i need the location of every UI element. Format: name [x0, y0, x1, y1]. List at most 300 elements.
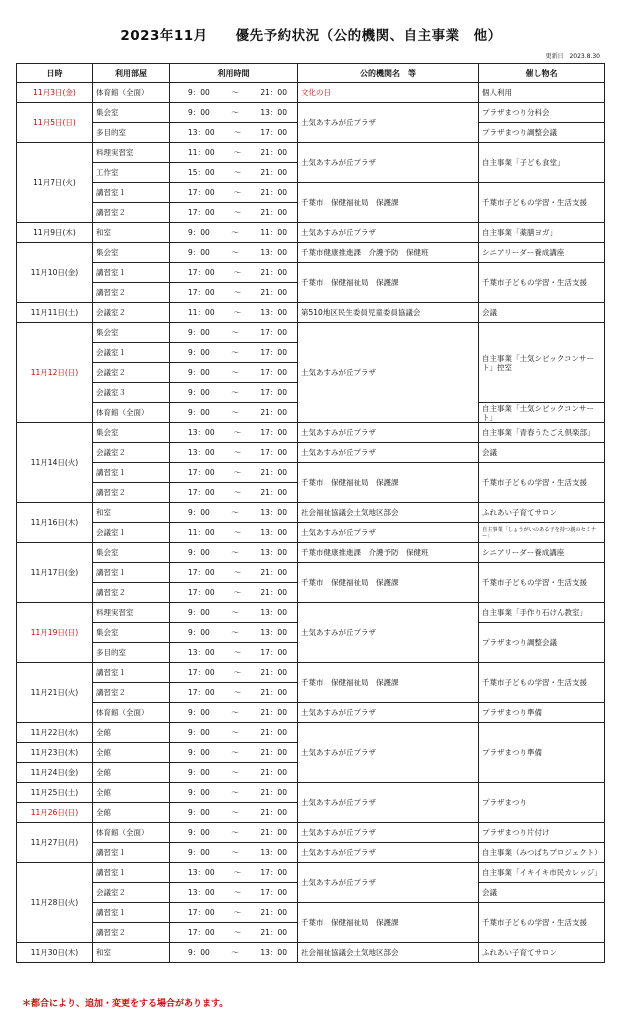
start-time: 9：00 — [188, 508, 210, 517]
end-time: 17：00 — [260, 328, 287, 337]
organization-cell: 土気あすみが丘プラザ — [298, 103, 479, 143]
event-cell: プラザまつり — [479, 783, 605, 823]
tilde: ～ — [233, 188, 242, 197]
event-cell: 会議 — [479, 303, 605, 323]
reservation-table — [16, 63, 605, 963]
room-cell: 講習室２ — [93, 583, 170, 603]
start-time: 9：00 — [188, 628, 210, 637]
date-cell: 11月30日(木) — [17, 943, 93, 963]
end-time: 21：00 — [260, 208, 287, 217]
time-cell — [170, 583, 298, 603]
end-time: 13：00 — [260, 548, 287, 557]
organization-cell: 第510地区民生委員児童委員協議会 — [298, 303, 479, 323]
room-cell: 講習室２ — [93, 483, 170, 503]
time-cell — [170, 203, 298, 223]
date-cell: 11月21日(火) — [17, 663, 93, 723]
tilde: ～ — [233, 668, 242, 677]
tilde: ～ — [231, 228, 239, 237]
start-time: 13：00 — [188, 868, 215, 877]
table-row — [17, 843, 605, 863]
room-cell: 全館 — [93, 743, 170, 763]
end-time: 21：00 — [260, 828, 287, 837]
event-cell: ふれあい子育てサロン — [479, 503, 605, 523]
time-cell — [170, 643, 298, 663]
time-cell — [170, 523, 298, 543]
organization-cell: 土気あすみが丘プラザ — [298, 443, 479, 463]
start-time: 9：00 — [188, 848, 210, 857]
organization-cell: 土気あすみが丘プラザ — [298, 843, 479, 863]
event-cell: 自主事業（みつばちプロジェクト） — [479, 843, 605, 863]
event-cell: 自主事業「手作り石けん教室」 — [479, 603, 605, 623]
organization-cell: 土気あすみが丘プラザ — [298, 863, 479, 903]
table-row — [17, 263, 605, 283]
time-cell — [170, 383, 298, 403]
time-cell — [170, 743, 298, 763]
start-time: 17：00 — [188, 468, 215, 477]
table-body — [17, 83, 605, 963]
end-time: 13：00 — [260, 848, 287, 857]
end-time: 13：00 — [260, 108, 287, 117]
start-time: 9：00 — [188, 788, 210, 797]
header-event: 催し物名 — [479, 64, 605, 83]
room-cell: 体育館（全面） — [93, 83, 170, 103]
tilde: ～ — [233, 648, 242, 657]
room-cell: 講習室１ — [93, 663, 170, 683]
organization-cell: 千葉市 保健福祉局 保護課 — [298, 903, 479, 943]
event-cell: プラザまつり分科会 — [479, 103, 605, 123]
start-time: 17：00 — [188, 288, 215, 297]
start-time: 11：00 — [188, 148, 215, 157]
organization-cell: 土気あすみが丘プラザ — [298, 823, 479, 843]
event-cell: 千葉市子どもの学習・生活支援 — [479, 903, 605, 943]
end-time: 17：00 — [260, 428, 287, 437]
time-cell — [170, 563, 298, 583]
event-cell: 自主事業「青春うたごえ倶楽部」 — [479, 423, 605, 443]
event-cell: 自主事業「土気シビックコンサート」 — [479, 403, 605, 423]
table-row — [17, 143, 605, 163]
tilde: ～ — [233, 688, 242, 697]
time-cell — [170, 223, 298, 243]
end-time: 11：00 — [260, 228, 287, 237]
table-row — [17, 723, 605, 743]
time-cell — [170, 163, 298, 183]
organization-cell: 文化の日 — [298, 83, 479, 103]
start-time: 17：00 — [188, 568, 215, 577]
tilde: ～ — [233, 288, 242, 297]
date-cell: 11月5日(日) — [17, 103, 93, 143]
table-row — [17, 423, 605, 443]
time-cell — [170, 503, 298, 523]
event-cell: 自主事業「イキイキ市民カレッジ」 — [479, 863, 605, 883]
date-cell: 11月14日(火) — [17, 423, 93, 503]
tilde: ～ — [233, 208, 242, 217]
date-cell: 11月24日(金) — [17, 763, 93, 783]
end-time: 17：00 — [260, 368, 287, 377]
end-time: 21：00 — [260, 708, 287, 717]
tilde: ～ — [233, 588, 242, 597]
event-cell: プラザまつり片付け — [479, 823, 605, 843]
start-time: 13：00 — [188, 648, 215, 657]
time-cell — [170, 763, 298, 783]
organization-cell: 千葉市 保健福祉局 保護課 — [298, 463, 479, 503]
time-cell — [170, 823, 298, 843]
table-row — [17, 523, 605, 543]
tilde: ～ — [231, 808, 239, 817]
start-time: 17：00 — [188, 928, 215, 937]
event-cell: シニアリーダー養成講座 — [479, 543, 605, 563]
event-cell: プラザまつり調整会議 — [479, 123, 605, 143]
page-title: 2023年11月 優先予約状況（公的機関、自主事業 他） — [120, 28, 502, 44]
end-time: 21：00 — [260, 488, 287, 497]
room-cell: 多目的室 — [93, 643, 170, 663]
organization-cell: 土気あすみが丘プラザ — [298, 323, 479, 423]
time-cell — [170, 143, 298, 163]
header-date: 日時 — [17, 64, 93, 83]
time-cell — [170, 663, 298, 683]
end-time: 21：00 — [260, 728, 287, 737]
event-cell: 会議 — [479, 883, 605, 903]
room-cell: 工作室 — [93, 163, 170, 183]
time-cell — [170, 343, 298, 363]
time-cell — [170, 603, 298, 623]
start-time: 17：00 — [188, 188, 215, 197]
room-cell: 会議室２ — [93, 883, 170, 903]
table-row — [17, 503, 605, 523]
tilde: ～ — [231, 788, 239, 797]
date-cell: 11月25日(土) — [17, 783, 93, 803]
room-cell: 料理実習室 — [93, 143, 170, 163]
updated-date: 更新日 2023.8.30 — [545, 53, 600, 60]
start-time: 17：00 — [188, 908, 215, 917]
start-time: 13：00 — [188, 428, 215, 437]
end-time: 21：00 — [260, 768, 287, 777]
end-time: 21：00 — [260, 588, 287, 597]
table-row — [17, 563, 605, 583]
event-cell: 自主事業「子ども食堂」 — [479, 143, 605, 183]
event-cell: 個人利用 — [479, 83, 605, 103]
end-time: 21：00 — [260, 568, 287, 577]
time-cell — [170, 83, 298, 103]
table-row — [17, 243, 605, 263]
tilde: ～ — [233, 468, 242, 477]
start-time: 17：00 — [188, 488, 215, 497]
event-cell: プラザまつり調整会議 — [479, 623, 605, 663]
table-row — [17, 303, 605, 323]
room-cell: 講習室１ — [93, 863, 170, 883]
tilde: ～ — [233, 428, 242, 437]
event-cell: 自主事業「しょうがいのある子を持つ親のセミナー」 — [479, 523, 605, 543]
room-cell: 集会室 — [93, 423, 170, 443]
start-time: 9：00 — [188, 228, 210, 237]
start-time: 9：00 — [188, 768, 210, 777]
tilde: ～ — [233, 908, 242, 917]
tilde: ～ — [231, 708, 239, 717]
table-row — [17, 463, 605, 483]
start-time: 9：00 — [188, 108, 210, 117]
room-cell: 講習室１ — [93, 183, 170, 203]
start-time: 13：00 — [188, 128, 215, 137]
start-time: 9：00 — [188, 748, 210, 757]
start-time: 17：00 — [188, 268, 215, 277]
table-row — [17, 83, 605, 103]
room-cell: 会議室１ — [93, 343, 170, 363]
event-cell: 自主事業「土気シビックコンサート」控室 — [479, 323, 605, 403]
end-time: 13：00 — [260, 628, 287, 637]
organization-cell: 土気あすみが丘プラザ — [298, 423, 479, 443]
time-cell — [170, 123, 298, 143]
start-time: 9：00 — [188, 408, 210, 417]
footnote: ＊都合により、追加・変更をする場合があります。 — [22, 999, 229, 1009]
room-cell: 全館 — [93, 723, 170, 743]
end-time: 17：00 — [260, 888, 287, 897]
end-time: 13：00 — [260, 528, 287, 537]
start-time: 9：00 — [188, 808, 210, 817]
room-cell: 全館 — [93, 783, 170, 803]
start-time: 17：00 — [188, 668, 215, 677]
event-cell: プラザまつり準備 — [479, 703, 605, 723]
end-time: 13：00 — [260, 508, 287, 517]
table-row — [17, 223, 605, 243]
event-cell: 千葉市子どもの学習・生活支援 — [479, 663, 605, 703]
room-cell: 和室 — [93, 943, 170, 963]
end-time: 21：00 — [260, 928, 287, 937]
time-cell — [170, 323, 298, 343]
end-time: 21：00 — [260, 468, 287, 477]
time-cell — [170, 483, 298, 503]
tilde: ～ — [231, 828, 239, 837]
date-cell: 11月3日(金) — [17, 83, 93, 103]
organization-cell: 土気あすみが丘プラザ — [298, 523, 479, 543]
start-time: 9：00 — [188, 388, 210, 397]
time-cell — [170, 703, 298, 723]
table-row — [17, 943, 605, 963]
tilde: ～ — [233, 168, 242, 177]
date-cell: 11月9日(木) — [17, 223, 93, 243]
tilde: ～ — [231, 348, 239, 357]
organization-cell: 土気あすみが丘プラザ — [298, 783, 479, 823]
table-row — [17, 103, 605, 123]
start-time: 9：00 — [188, 88, 210, 97]
date-cell: 11月23日(木) — [17, 743, 93, 763]
end-time: 17：00 — [260, 448, 287, 457]
end-time: 17：00 — [260, 868, 287, 877]
organization-cell: 土気あすみが丘プラザ — [298, 223, 479, 243]
organization-cell: 土気あすみが丘プラザ — [298, 143, 479, 183]
date-cell: 11月12日(日) — [17, 323, 93, 423]
time-cell — [170, 883, 298, 903]
end-time: 21：00 — [260, 808, 287, 817]
date-cell: 11月27日(月) — [17, 823, 93, 863]
tilde: ～ — [231, 108, 239, 117]
event-cell: 自主事業「薬膳ヨガ」 — [479, 223, 605, 243]
room-cell: 会議室２ — [93, 443, 170, 463]
event-cell: 千葉市子どもの学習・生活支援 — [479, 183, 605, 223]
table-row — [17, 543, 605, 563]
header-organization: 公的機関名 等 — [298, 64, 479, 83]
tilde: ～ — [231, 408, 239, 417]
start-time: 9：00 — [188, 548, 210, 557]
tilde: ～ — [231, 608, 239, 617]
start-time: 17：00 — [188, 208, 215, 217]
room-cell: 会議室２ — [93, 363, 170, 383]
start-time: 9：00 — [188, 708, 210, 717]
tilde: ～ — [231, 748, 239, 757]
organization-cell: 千葉市 保健福祉局 保護課 — [298, 183, 479, 223]
organization-cell: 千葉市 保健福祉局 保護課 — [298, 663, 479, 703]
end-time: 21：00 — [260, 688, 287, 697]
tilde: ～ — [233, 568, 242, 577]
end-time: 21：00 — [260, 168, 287, 177]
time-cell — [170, 543, 298, 563]
room-cell: 集会室 — [93, 243, 170, 263]
end-time: 21：00 — [260, 288, 287, 297]
date-cell: 11月17日(金) — [17, 543, 93, 603]
tilde: ～ — [231, 848, 239, 857]
start-time: 9：00 — [188, 328, 210, 337]
time-cell — [170, 243, 298, 263]
time-cell — [170, 103, 298, 123]
time-cell — [170, 423, 298, 443]
room-cell: 講習室２ — [93, 203, 170, 223]
tilde: ～ — [233, 128, 242, 137]
organization-cell: 千葉市健康推進課 介護予防 保健班 — [298, 543, 479, 563]
end-time: 21：00 — [260, 668, 287, 677]
organization-cell: 社会福祉協議会土気地区部会 — [298, 943, 479, 963]
room-cell: 体育館（全面） — [93, 823, 170, 843]
time-cell — [170, 183, 298, 203]
event-cell: プラザまつり準備 — [479, 723, 605, 783]
end-time: 21：00 — [260, 748, 287, 757]
start-time: 9：00 — [188, 608, 210, 617]
event-cell: ふれあい子育てサロン — [479, 943, 605, 963]
header-room: 利用部屋 — [93, 64, 170, 83]
room-cell: 体育館（全面） — [93, 403, 170, 423]
start-time: 15：00 — [188, 168, 215, 177]
table-row — [17, 823, 605, 843]
event-cell: 会議 — [479, 443, 605, 463]
time-cell — [170, 263, 298, 283]
tilde: ～ — [231, 88, 239, 97]
room-cell: 講習室１ — [93, 903, 170, 923]
room-cell: 全館 — [93, 763, 170, 783]
date-cell: 11月22日(水) — [17, 723, 93, 743]
time-cell — [170, 463, 298, 483]
room-cell: 会議室３ — [93, 383, 170, 403]
end-time: 13：00 — [260, 608, 287, 617]
tilde: ～ — [233, 528, 242, 537]
start-time: 13：00 — [188, 888, 215, 897]
tilde: ～ — [231, 548, 239, 557]
organization-cell: 土気あすみが丘プラザ — [298, 723, 479, 783]
room-cell: 集会室 — [93, 103, 170, 123]
time-cell — [170, 923, 298, 943]
tilde: ～ — [233, 928, 242, 937]
table-row — [17, 183, 605, 203]
room-cell: 集会室 — [93, 543, 170, 563]
time-cell — [170, 843, 298, 863]
tilde: ～ — [231, 368, 239, 377]
time-cell — [170, 803, 298, 823]
room-cell: 和室 — [93, 503, 170, 523]
start-time: 17：00 — [188, 588, 215, 597]
date-cell: 11月19日(日) — [17, 603, 93, 663]
time-cell — [170, 683, 298, 703]
end-time: 13：00 — [260, 248, 287, 257]
table-row — [17, 783, 605, 803]
table-row — [17, 323, 605, 343]
room-cell: 和室 — [93, 223, 170, 243]
organization-cell: 土気あすみが丘プラザ — [298, 703, 479, 723]
room-cell: 講習室１ — [93, 263, 170, 283]
room-cell: 体育館（全面） — [93, 703, 170, 723]
table-row — [17, 863, 605, 883]
start-time: 9：00 — [188, 348, 210, 357]
end-time: 21：00 — [260, 788, 287, 797]
tilde: ～ — [233, 888, 242, 897]
tilde: ～ — [231, 628, 239, 637]
room-cell: 会議室２ — [93, 303, 170, 323]
tilde: ～ — [231, 948, 239, 957]
room-cell: 講習室２ — [93, 283, 170, 303]
time-cell — [170, 723, 298, 743]
end-time: 21：00 — [260, 188, 287, 197]
start-time: 9：00 — [188, 248, 210, 257]
header-row — [17, 64, 605, 83]
start-time: 11：00 — [188, 308, 215, 317]
start-time: 13：00 — [188, 448, 215, 457]
tilde: ～ — [231, 328, 239, 337]
tilde: ～ — [231, 768, 239, 777]
room-cell: 料理実習室 — [93, 603, 170, 623]
time-cell — [170, 303, 298, 323]
room-cell: 会議室１ — [93, 523, 170, 543]
table-row — [17, 703, 605, 723]
room-cell: 講習室１ — [93, 563, 170, 583]
end-time: 21：00 — [260, 908, 287, 917]
organization-cell: 土気あすみが丘プラザ — [298, 603, 479, 663]
end-time: 13：00 — [260, 948, 287, 957]
start-time: 17：00 — [188, 688, 215, 697]
room-cell: 講習室２ — [93, 683, 170, 703]
tilde: ～ — [231, 388, 239, 397]
start-time: 9：00 — [188, 368, 210, 377]
end-time: 17：00 — [260, 388, 287, 397]
event-cell: 千葉市子どもの学習・生活支援 — [479, 463, 605, 503]
date-cell: 11月26日(日) — [17, 803, 93, 823]
time-cell — [170, 363, 298, 383]
date-cell: 11月10日(金) — [17, 243, 93, 303]
end-time: 17：00 — [260, 648, 287, 657]
end-time: 21：00 — [260, 88, 287, 97]
time-cell — [170, 623, 298, 643]
end-time: 13：00 — [260, 308, 287, 317]
organization-cell: 千葉市 保健福祉局 保護課 — [298, 563, 479, 603]
room-cell: 全館 — [93, 803, 170, 823]
end-time: 21：00 — [260, 148, 287, 157]
table-row — [17, 903, 605, 923]
time-cell — [170, 283, 298, 303]
room-cell: 講習室１ — [93, 463, 170, 483]
tilde: ～ — [233, 308, 242, 317]
organization-cell: 千葉市 保健福祉局 保護課 — [298, 263, 479, 303]
end-time: 21：00 — [260, 408, 287, 417]
end-time: 21：00 — [260, 268, 287, 277]
room-cell: 多目的室 — [93, 123, 170, 143]
end-time: 17：00 — [260, 128, 287, 137]
table-row — [17, 603, 605, 623]
time-cell — [170, 783, 298, 803]
event-cell: シニアリーダー養成講座 — [479, 243, 605, 263]
